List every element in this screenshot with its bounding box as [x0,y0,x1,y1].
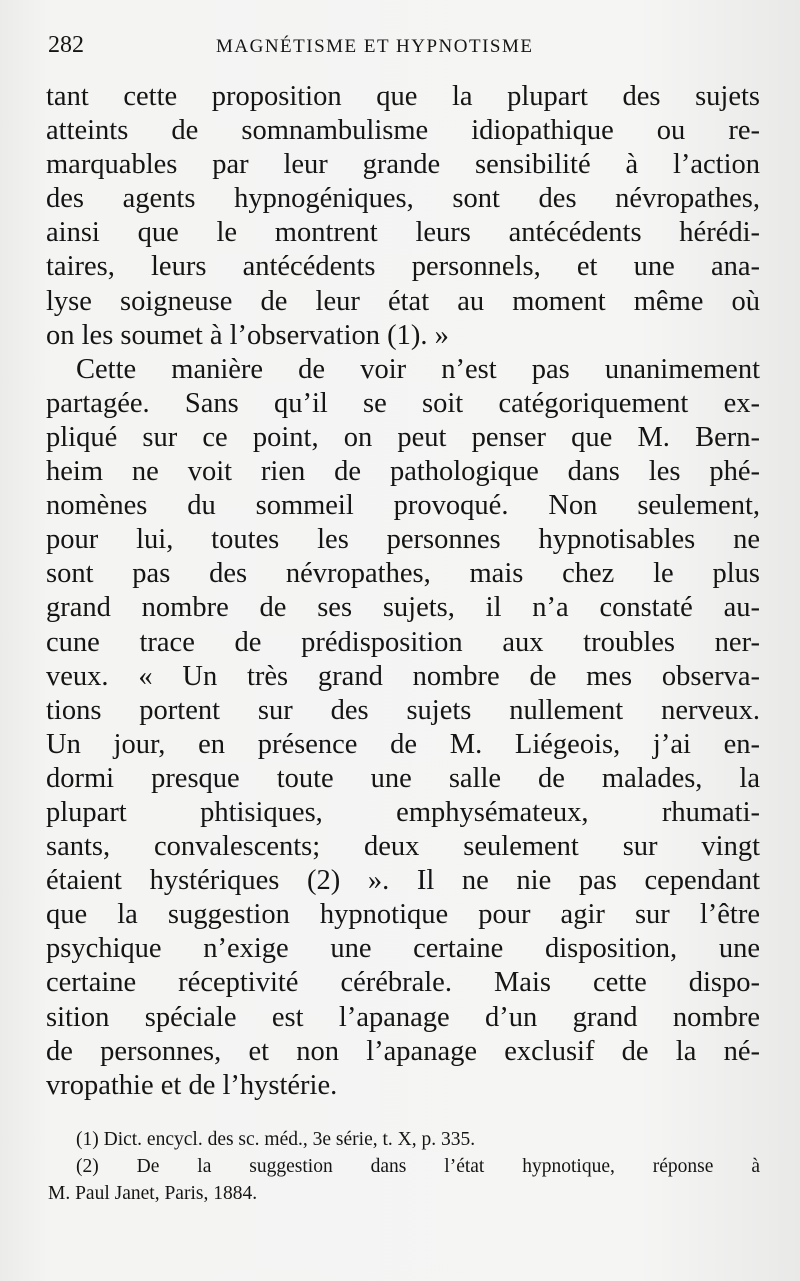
text-line: tions portent sur des sujets nullement nerveux. [46,694,760,726]
text-line: étaient hystériques (2) ». Il ne nie pas cependant [46,865,760,897]
text-line: veux. « Un très grand nombre de mes observa- [46,660,760,692]
text-line: taires, leurs antécédents personnels, et une ana- [46,251,760,283]
text-line: sont pas des névropathes, mais chez le plus [46,558,760,590]
text-line: partagée. Sans qu’il se soit catégoriquement ex- [46,387,760,419]
text-line: pliqué sur ce point, on peut penser que M. Bern- [46,421,760,453]
text-line: de personnes, et non l’apanage exclusif de la né- [46,1035,760,1067]
text-line: lyse soigneuse de leur état au moment même où [46,285,760,317]
text-line: vropathie et de l’hystérie. [46,1069,338,1101]
footnote-2: (2) De la suggestion dans l’état hypnotique, réponse à [76,1156,760,1177]
text-line: on les soumet à l’observation (1). » [46,319,449,351]
text-line: grand nombre de ses sujets, il n’a constaté au- [46,592,760,624]
text-line: ainsi que le montrent leurs antécédents hérédi- [46,217,760,249]
footnotes [48,1126,760,1207]
footnote-2-continuation: M. Paul Janet, Paris, 1884. [48,1183,258,1204]
text-line: des agents hypnogéniques, sont des névropathes, [46,183,760,215]
text-line: certaine réceptivité cérébrale. Mais cette dispo- [46,967,760,999]
text-line: marquables par leur grande sensibilité à l’action [46,149,760,181]
text-line: psychique n’exige une certaine disposition, une [46,933,760,965]
text-line: sants, convalescents; deux seulement sur vingt [46,831,760,863]
page-number: 282 [48,32,84,58]
text-line: dormi presque toute une salle de malades, la [46,762,760,794]
text-line: pour lui, toutes les personnes hypnotisables ne [46,524,760,556]
running-head [48,32,760,62]
text-line: heim ne voit rien de pathologique dans les phé- [46,456,760,488]
text-line: que la suggestion hypnotique pour agir sur l’être [46,899,760,931]
paragraph-start-line: Cette manière de voir n’est pas unanimement [76,353,760,385]
footnote-1: (1) Dict. encycl. des sc. méd., 3e série, t. X, p. 335. [76,1129,476,1150]
text-line: atteints de somnambulisme idiopathique ou re- [46,115,760,147]
text-line: plupart phtisiques, emphysémateux, rhumati- [46,796,760,828]
body-text [46,80,760,1103]
text-line: Un jour, en présence de M. Liégeois, j’ai en- [46,728,760,760]
text-line: cune trace de prédisposition aux troubles ner- [46,626,760,658]
text-line: nomènes du sommeil provoqué. Non seulement, [46,490,760,522]
text-line: sition spéciale est l’apanage d’un grand nombre [46,1001,760,1033]
text-line: tant cette proposition que la plupart des sujets [46,81,760,112]
running-title: MAGNÉTISME ET HYPNOTISME [216,36,534,57]
